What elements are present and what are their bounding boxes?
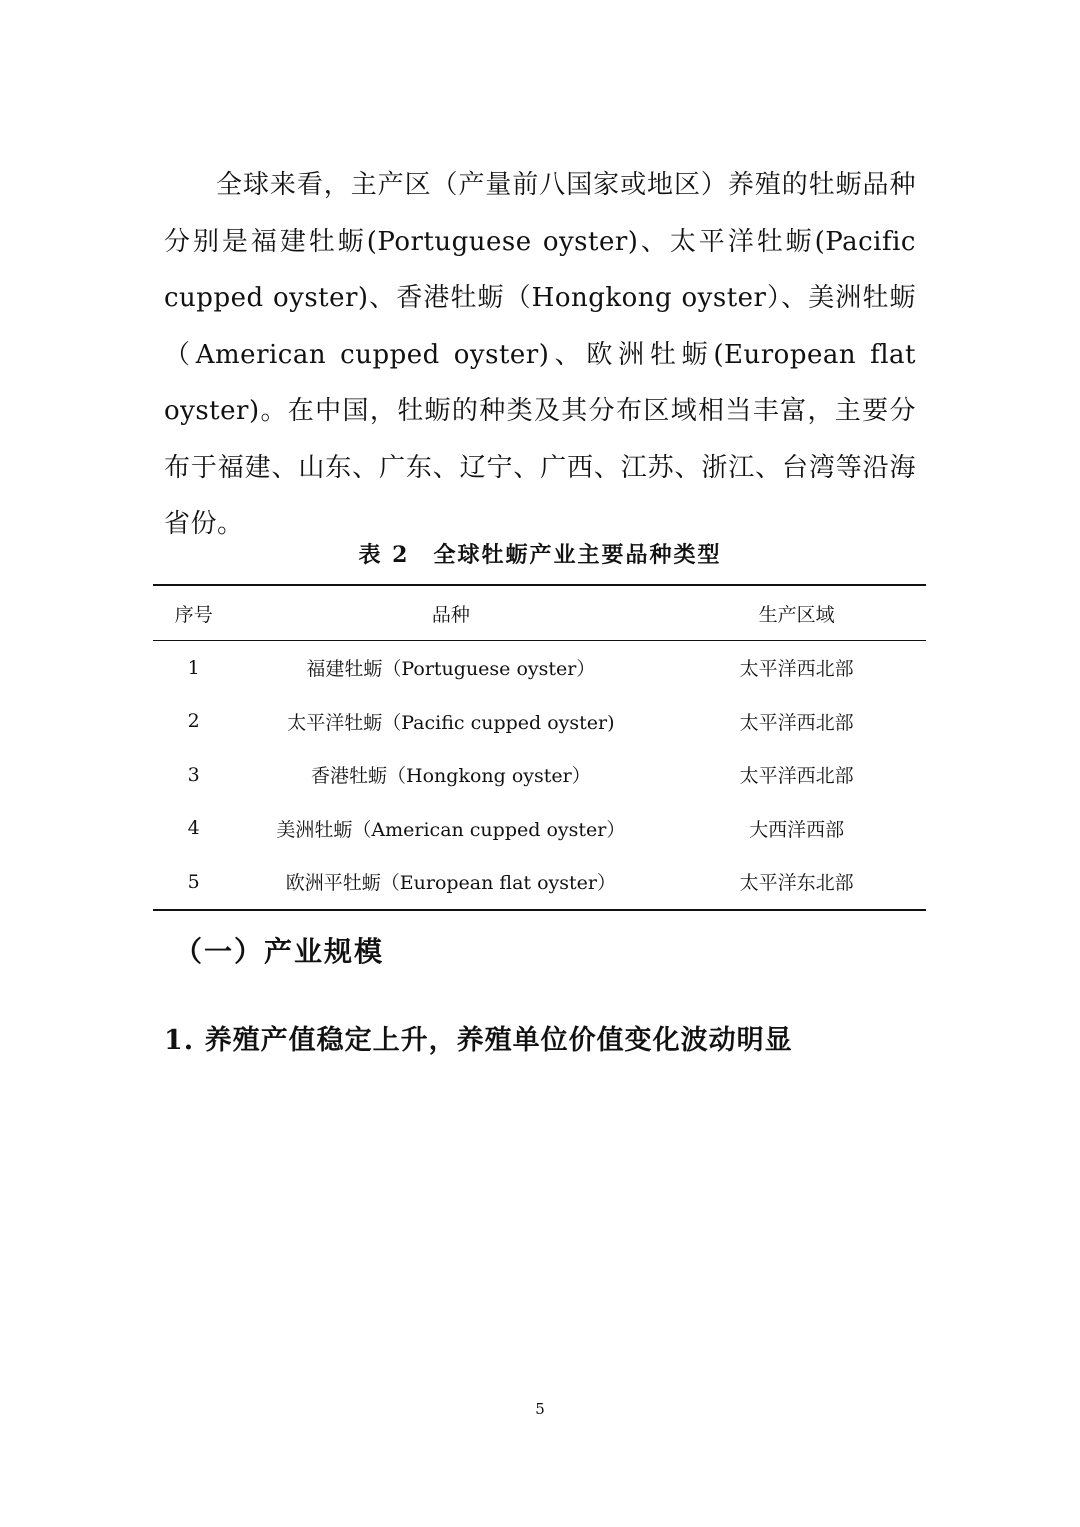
cell-no: 1 [187,656,200,679]
cell-no: 3 [187,763,200,786]
cell-no: 2 [187,710,200,733]
section-heading: （一）产业规模 [174,935,385,968]
cell-kind: 福建牡蛎（Portuguese oyster） [306,658,596,681]
subsection-heading: 1. 养殖产值稳定上升，养殖单位价值变化波动明显 [164,1025,793,1056]
cell-region: 太平洋西北部 [739,711,854,734]
cell-kind: 欧洲平牡蛎（European flat oyster） [285,872,616,895]
table-header-row [153,585,926,641]
cell-region: 大西洋西部 [749,818,845,841]
cell-no: 4 [187,817,200,840]
cell-region: 太平洋西北部 [739,765,854,788]
cell-kind: 美洲牡蛎（American cupped oyster） [276,818,626,841]
header-kind: 品种 [431,603,470,626]
table-caption: 表 2 全球牡蛎产业主要品种类型 [358,542,722,568]
cell-region: 太平洋西北部 [739,658,854,681]
cell-kind: 香港牡蛎（Hongkong oyster） [311,765,591,788]
header-region: 生产区域 [758,603,835,626]
body-paragraph: 全球来看，主产区（产量前八国家或地区）养殖的牡蛎品种分别是福建牡蛎(Portuguese oyster)、太平洋牡蛎(Pacific cupped oyster)、香港牡蛎（Hongkong oyster）、美洲牡蛎（American cupped oyster)、欧洲牡蛎(European flat oyster)。在中国，牡蛎的种类及其分布区域相当丰富，主要分布于福建、山东、广东、辽宁、广西、江苏、浙江、台湾等沿海省份。 [164,170,916,539]
table-row [153,695,926,749]
species-table-grid [153,584,926,911]
cell-region: 太平洋东北部 [739,872,854,895]
table-row [153,802,926,856]
species-table [153,584,926,911]
header-no: 序号 [174,603,213,626]
cell-no: 5 [187,870,200,893]
table-row [153,748,926,802]
page-number: 5 [535,1400,545,1418]
cell-kind: 太平洋牡蛎（Pacific cupped oyster) [287,711,615,734]
table-row [153,855,926,910]
table-row [153,641,926,695]
